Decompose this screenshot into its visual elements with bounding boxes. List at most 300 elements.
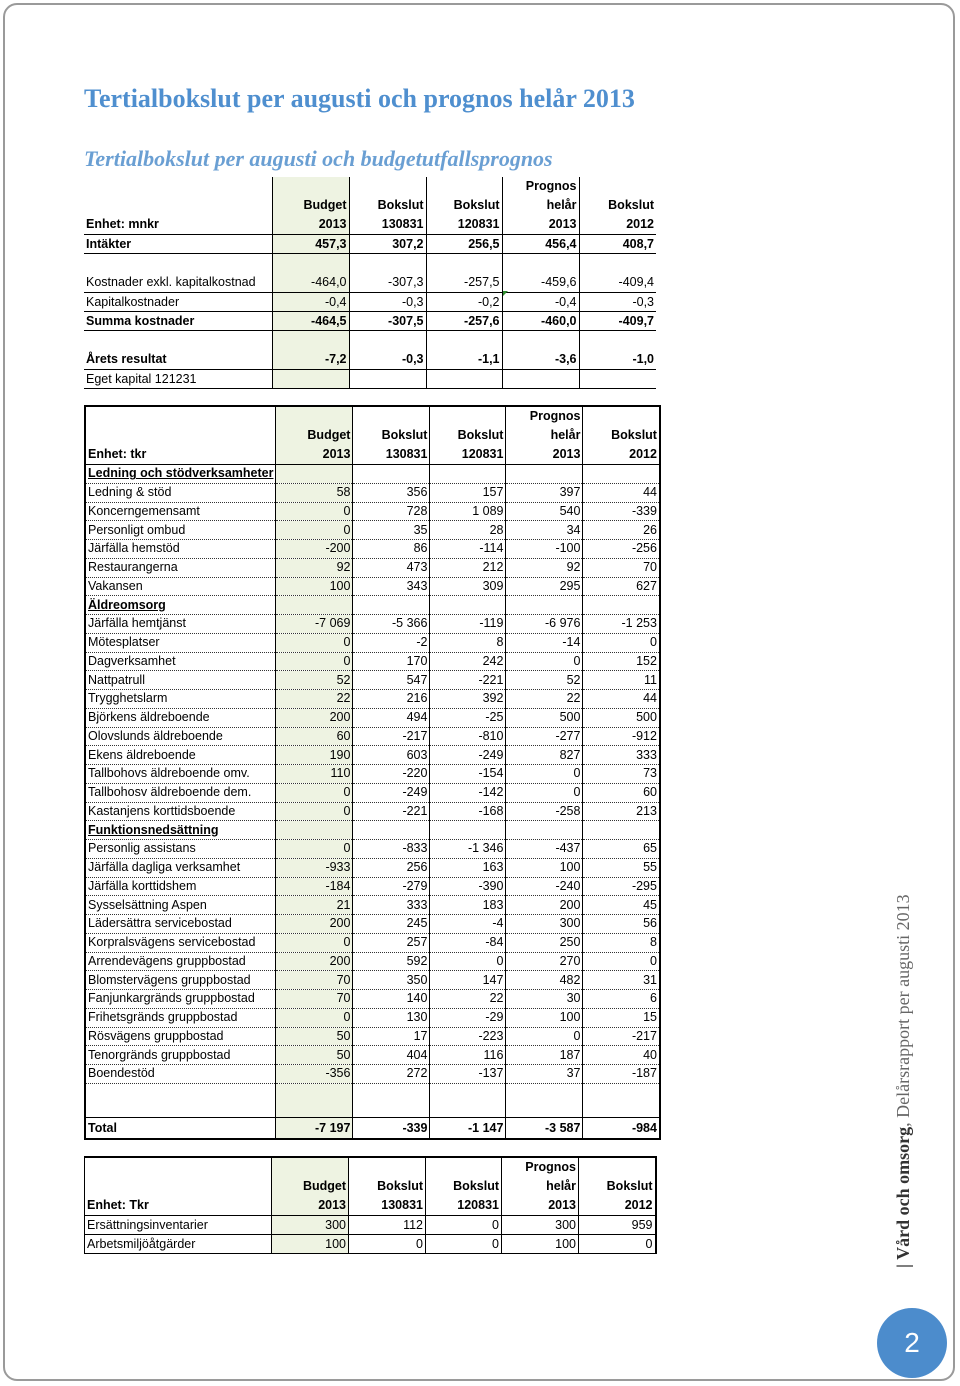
cell-value: 295 bbox=[506, 577, 583, 596]
spacer-row bbox=[85, 1083, 660, 1117]
column-header-line2: Bokslut bbox=[381, 428, 428, 442]
column-header-line3: 2013 bbox=[548, 1198, 576, 1212]
cell-value: -84 bbox=[430, 933, 506, 952]
table-row bbox=[85, 1008, 660, 1027]
cell-value: -984 bbox=[583, 1117, 660, 1139]
spacer-cell bbox=[353, 1083, 430, 1117]
cell-value: -221 bbox=[353, 802, 430, 821]
cell-value: 0 bbox=[276, 652, 353, 671]
row-label: Järfälla hemtjänst bbox=[85, 615, 276, 634]
table-row bbox=[85, 1117, 660, 1139]
column-header bbox=[276, 406, 353, 465]
row-label: Tallbohosv äldreboende dem. bbox=[85, 783, 276, 802]
row-label: Ekens äldreboende bbox=[85, 746, 276, 765]
cell-value: -217 bbox=[583, 1027, 660, 1046]
row-label: Sysselsättning Aspen bbox=[85, 896, 276, 915]
cell-value: 58 bbox=[276, 483, 353, 502]
cell-value: 30 bbox=[506, 990, 583, 1009]
investment-table-tkr bbox=[84, 1156, 657, 1254]
column-header-line3: 130831 bbox=[381, 1198, 423, 1212]
cell-value: -256 bbox=[583, 540, 660, 559]
cell-value: -7 197 bbox=[276, 1117, 353, 1139]
table-row bbox=[85, 802, 660, 821]
row-label: Tallbohovs äldreboende omv. bbox=[85, 765, 276, 784]
cell-value: 50 bbox=[276, 1046, 353, 1065]
cell-value: 17 bbox=[353, 1027, 430, 1046]
cell-value: 0 bbox=[276, 840, 353, 859]
spacer-cell bbox=[583, 1083, 660, 1117]
cell-value: -0,4 bbox=[272, 293, 349, 312]
cell-value: -833 bbox=[353, 840, 430, 859]
spacer-cell bbox=[272, 331, 349, 351]
cell-value: -1,0 bbox=[579, 351, 656, 370]
cell-value: 163 bbox=[430, 858, 506, 877]
cell-value: 187 bbox=[506, 1046, 583, 1065]
cell-value: 28 bbox=[430, 521, 506, 540]
cell-value: -7 069 bbox=[276, 615, 353, 634]
cell-value: 457,3 bbox=[272, 235, 349, 254]
cell-value: 86 bbox=[353, 540, 430, 559]
cell-value: -5 366 bbox=[353, 615, 430, 634]
table-row bbox=[85, 840, 660, 859]
column-header-line2: helår bbox=[546, 198, 577, 212]
cell-value: -437 bbox=[506, 840, 583, 859]
column-header-line2: helår bbox=[550, 428, 581, 442]
cell-value: 540 bbox=[506, 502, 583, 521]
cell-value: 22 bbox=[506, 690, 583, 709]
cell-value: 15 bbox=[583, 1008, 660, 1027]
cell-value: 200 bbox=[276, 915, 353, 934]
cell-value: -4 bbox=[430, 915, 506, 934]
column-header-line1 bbox=[278, 407, 350, 426]
cell-value: 40 bbox=[583, 1046, 660, 1065]
column-header-line1 bbox=[351, 1158, 423, 1177]
spacer-cell bbox=[502, 331, 579, 351]
table-row bbox=[85, 708, 660, 727]
row-label: Nattpatrull bbox=[85, 671, 276, 690]
cell-value: -356 bbox=[276, 1065, 353, 1084]
cell-value: 0 bbox=[349, 1235, 426, 1254]
cell-value: -137 bbox=[430, 1065, 506, 1084]
table-row bbox=[84, 351, 656, 370]
spacer-cell bbox=[349, 254, 426, 274]
cell-value bbox=[272, 370, 349, 389]
cell-value: 100 bbox=[502, 1235, 579, 1254]
cell-value: 300 bbox=[502, 1216, 579, 1235]
cell-value bbox=[353, 465, 430, 484]
side-footer-text bbox=[893, 894, 914, 1268]
column-header bbox=[502, 1157, 579, 1216]
cell-value: 170 bbox=[353, 652, 430, 671]
column-header-line2: Bokslut bbox=[611, 428, 657, 442]
summary-table-mnkr bbox=[84, 177, 656, 389]
cell-value: 0 bbox=[506, 652, 583, 671]
unit-result-table-tkr bbox=[84, 405, 661, 1140]
column-header-line2: Bokslut bbox=[453, 1179, 499, 1193]
column-header bbox=[349, 1157, 426, 1216]
cell-value bbox=[583, 821, 660, 840]
cell-value: -464,0 bbox=[272, 274, 349, 293]
cell-value: 65 bbox=[583, 840, 660, 859]
cell-value: 130 bbox=[353, 1008, 430, 1027]
table-row bbox=[85, 633, 660, 652]
column-header-line2: Bokslut bbox=[453, 198, 500, 212]
cell-value: -460,0 bbox=[502, 312, 579, 331]
table-row bbox=[84, 274, 656, 293]
column-header-line1 bbox=[355, 407, 427, 426]
spacer-cell bbox=[506, 1083, 583, 1117]
cell-value: 212 bbox=[430, 558, 506, 577]
spacer-cell bbox=[426, 254, 502, 274]
cell-value: 547 bbox=[353, 671, 430, 690]
column-header-line1: Prognos bbox=[525, 179, 577, 193]
cell-value: 397 bbox=[506, 483, 583, 502]
cell-value: 45 bbox=[583, 896, 660, 915]
cell-value bbox=[579, 370, 656, 389]
row-label: Korpralsvägens servicebostad bbox=[85, 933, 276, 952]
cell-value: 92 bbox=[276, 558, 353, 577]
cell-value: -339 bbox=[353, 1117, 430, 1139]
cell-value bbox=[353, 596, 430, 615]
column-header-line2: Budget bbox=[302, 1179, 346, 1193]
table-row bbox=[84, 370, 656, 389]
cell-value: 73 bbox=[583, 765, 660, 784]
cell-value: -810 bbox=[430, 727, 506, 746]
cell-value: -6 976 bbox=[506, 615, 583, 634]
cell-value: -0,3 bbox=[579, 293, 656, 312]
table-row bbox=[85, 671, 660, 690]
spacer-cell bbox=[502, 254, 579, 274]
row-label: Olovslunds äldreboende bbox=[85, 727, 276, 746]
cell-value: 333 bbox=[353, 896, 430, 915]
cell-value: -2 bbox=[353, 633, 430, 652]
cell-value: 0 bbox=[430, 952, 506, 971]
cell-value: 0 bbox=[506, 783, 583, 802]
column-header-line2: Budget bbox=[307, 428, 351, 442]
cell-value: 0 bbox=[506, 765, 583, 784]
cell-value: -3,6 bbox=[502, 351, 579, 370]
cell-value: 0 bbox=[276, 802, 353, 821]
cell-value: 333 bbox=[583, 746, 660, 765]
column-header bbox=[506, 406, 583, 465]
cell-value: -279 bbox=[353, 877, 430, 896]
cell-value: -240 bbox=[506, 877, 583, 896]
column-header bbox=[583, 406, 660, 465]
cell-value: -464,5 bbox=[272, 312, 349, 331]
row-label: Eget kapital 121231 bbox=[84, 370, 272, 389]
unit-label: Enhet: tkr bbox=[85, 406, 276, 465]
cell-value: 22 bbox=[430, 990, 506, 1009]
column-header-line3: 2013 bbox=[552, 447, 581, 461]
cell-value: -258 bbox=[506, 802, 583, 821]
cell-value bbox=[430, 596, 506, 615]
column-header-line3: 120831 bbox=[461, 447, 504, 461]
cell-value: -459,6 bbox=[502, 274, 579, 293]
row-label: Summa kostnader bbox=[84, 312, 272, 331]
column-header-line2: Budget bbox=[303, 198, 347, 212]
cell-value: -114 bbox=[430, 540, 506, 559]
table-row bbox=[84, 235, 656, 254]
cell-value: 272 bbox=[353, 1065, 430, 1084]
table-row bbox=[85, 465, 660, 484]
cell-value: 0 bbox=[426, 1216, 502, 1235]
column-header bbox=[502, 177, 579, 235]
cell-value: 60 bbox=[276, 727, 353, 746]
spacer-cell bbox=[579, 331, 656, 351]
spacer-cell bbox=[426, 331, 502, 351]
cell-value: 307,2 bbox=[349, 235, 426, 254]
cell-value: 34 bbox=[506, 521, 583, 540]
cell-value bbox=[583, 465, 660, 484]
cell-value: -119 bbox=[430, 615, 506, 634]
row-label: Intäkter bbox=[84, 235, 272, 254]
cell-value: -933 bbox=[276, 858, 353, 877]
column-header-line3: 2013 bbox=[318, 217, 347, 231]
cell-value: 300 bbox=[272, 1216, 349, 1235]
section-heading: Ledning och stödverksamheter bbox=[85, 465, 276, 484]
section-heading: Funktionsnedsättning bbox=[85, 821, 276, 840]
cell-value: 500 bbox=[583, 708, 660, 727]
cell-value: 70 bbox=[583, 558, 660, 577]
column-header-line2: Bokslut bbox=[606, 1179, 653, 1193]
cell-value: -142 bbox=[430, 783, 506, 802]
row-label: Ersättningsinventarier bbox=[85, 1216, 272, 1235]
row-label: Frihetsgränds gruppbostad bbox=[85, 1008, 276, 1027]
row-label: Björkens äldreboende bbox=[85, 708, 276, 727]
cell-value: -339 bbox=[583, 502, 660, 521]
row-label: Koncerngemensamt bbox=[85, 502, 276, 521]
cell-value: -221 bbox=[430, 671, 506, 690]
cell-value: 0 bbox=[583, 633, 660, 652]
cell-value bbox=[506, 821, 583, 840]
cell-value: 70 bbox=[276, 971, 353, 990]
cell-value: 257 bbox=[353, 933, 430, 952]
cell-value: 256,5 bbox=[426, 235, 502, 254]
cell-value bbox=[430, 821, 506, 840]
table-row bbox=[85, 690, 660, 709]
cell-value: -390 bbox=[430, 877, 506, 896]
cell-value: -0,3 bbox=[349, 293, 426, 312]
row-label: Järfälla dagliga verksamhet bbox=[85, 858, 276, 877]
table-header-row bbox=[85, 406, 660, 465]
row-label: Ledning & stöd bbox=[85, 483, 276, 502]
column-header-line3: 130831 bbox=[381, 217, 424, 231]
column-header-line1 bbox=[429, 177, 500, 196]
cell-value: 592 bbox=[353, 952, 430, 971]
spacer-cell bbox=[349, 331, 426, 351]
table-row bbox=[85, 971, 660, 990]
row-label: Vakansen bbox=[85, 577, 276, 596]
cell-value bbox=[276, 596, 353, 615]
table-row bbox=[84, 312, 656, 331]
cell-value: -217 bbox=[353, 727, 430, 746]
cell-value bbox=[349, 370, 426, 389]
cell-value: 0 bbox=[276, 502, 353, 521]
cell-value: 404 bbox=[353, 1046, 430, 1065]
section-subtitle: Tertialbokslut per augusti och budgetutfallsprognos bbox=[84, 146, 553, 171]
cell-value: 6 bbox=[583, 990, 660, 1009]
row-label: Restaurangerna bbox=[85, 558, 276, 577]
cell-value: 0 bbox=[276, 783, 353, 802]
cell-value: 494 bbox=[353, 708, 430, 727]
cell-value: 0 bbox=[506, 1027, 583, 1046]
column-header bbox=[272, 1157, 349, 1216]
column-header-line3: 120831 bbox=[457, 1198, 499, 1212]
spacer-cell bbox=[85, 1083, 276, 1117]
cell-value: 11 bbox=[583, 671, 660, 690]
cell-value: 116 bbox=[430, 1046, 506, 1065]
column-header-line3: 2013 bbox=[548, 217, 577, 231]
cell-value: 250 bbox=[506, 933, 583, 952]
cell-value: 392 bbox=[430, 690, 506, 709]
table-row bbox=[85, 596, 660, 615]
cell-value: 408,7 bbox=[579, 235, 656, 254]
cell-value: 100 bbox=[506, 858, 583, 877]
row-label: Dagverksamhet bbox=[85, 652, 276, 671]
row-label: Arrendevägens gruppbostad bbox=[85, 952, 276, 971]
cell-value: 70 bbox=[276, 990, 353, 1009]
table-row bbox=[85, 952, 660, 971]
column-header bbox=[353, 406, 430, 465]
row-label: Trygghetslarm bbox=[85, 690, 276, 709]
cell-value: 270 bbox=[506, 952, 583, 971]
spacer-cell bbox=[276, 1083, 353, 1117]
table-row bbox=[85, 990, 660, 1009]
row-label: Järfälla korttidshem bbox=[85, 877, 276, 896]
column-header bbox=[349, 177, 426, 235]
cell-value: 603 bbox=[353, 746, 430, 765]
side-footer-department: | Vård och omsorg bbox=[893, 1126, 913, 1268]
table-row bbox=[85, 1027, 660, 1046]
row-label: Lädersättra servicebostad bbox=[85, 915, 276, 934]
cell-value: 35 bbox=[353, 521, 430, 540]
row-label: Mötesplatser bbox=[85, 633, 276, 652]
cell-value: 200 bbox=[276, 708, 353, 727]
column-header bbox=[430, 406, 506, 465]
column-header-line1 bbox=[581, 1158, 653, 1177]
table-header-row bbox=[85, 1157, 656, 1216]
column-header bbox=[426, 177, 502, 235]
cell-value: 44 bbox=[583, 483, 660, 502]
cell-value: 55 bbox=[583, 858, 660, 877]
cell-value: -7,2 bbox=[272, 351, 349, 370]
cell-value: -14 bbox=[506, 633, 583, 652]
cell-value: 500 bbox=[506, 708, 583, 727]
column-header-line1: Prognos bbox=[525, 1160, 576, 1174]
cell-value: 157 bbox=[430, 483, 506, 502]
table-row bbox=[85, 765, 660, 784]
cell-value: 356 bbox=[353, 483, 430, 502]
cell-value: 44 bbox=[583, 690, 660, 709]
cell-value bbox=[506, 465, 583, 484]
cell-value: -187 bbox=[583, 1065, 660, 1084]
cell-value: -409,7 bbox=[579, 312, 656, 331]
cell-value: 627 bbox=[583, 577, 660, 596]
column-header-line3: 2012 bbox=[626, 217, 654, 231]
cell-value: -100 bbox=[506, 540, 583, 559]
spacer-cell bbox=[430, 1083, 506, 1117]
cell-value: 112 bbox=[349, 1216, 426, 1235]
cell-value: -29 bbox=[430, 1008, 506, 1027]
cell-value: 0 bbox=[276, 1008, 353, 1027]
cell-value: -1,1 bbox=[426, 351, 502, 370]
row-label: Rösvägens gruppbostad bbox=[85, 1027, 276, 1046]
column-header-line1 bbox=[585, 407, 657, 426]
cell-value: -200 bbox=[276, 540, 353, 559]
column-header-line1 bbox=[582, 177, 655, 196]
cell-value: 827 bbox=[506, 746, 583, 765]
row-label: Kapitalkostnader bbox=[84, 293, 272, 312]
cell-value: 0 bbox=[579, 1235, 656, 1254]
cell-value: 300 bbox=[506, 915, 583, 934]
row-label: Personligt ombud bbox=[85, 521, 276, 540]
column-header-line1 bbox=[432, 407, 503, 426]
unit-label: Enhet: Tkr bbox=[85, 1157, 272, 1216]
column-header-line1 bbox=[274, 1158, 346, 1177]
cell-value: -249 bbox=[353, 783, 430, 802]
cell-value: 343 bbox=[353, 577, 430, 596]
spacer-row bbox=[84, 331, 656, 351]
cell-value: -912 bbox=[583, 727, 660, 746]
cell-value: 0 bbox=[276, 521, 353, 540]
row-label: Kostnader exkl. kapitalkostnad bbox=[84, 274, 272, 293]
table-row bbox=[85, 821, 660, 840]
cell-value: 183 bbox=[430, 896, 506, 915]
table-row bbox=[85, 783, 660, 802]
table-row bbox=[85, 558, 660, 577]
cell-value: -0,3 bbox=[349, 351, 426, 370]
page-title: Tertialbokslut per augusti och prognos helår 2013 bbox=[84, 84, 635, 113]
side-footer-report: , Delårsrapport per augusti 2013 bbox=[893, 894, 913, 1127]
column-header-line1: Prognos bbox=[529, 409, 581, 423]
cell-value: 8 bbox=[583, 933, 660, 952]
cell-value: -295 bbox=[583, 877, 660, 896]
table-row bbox=[85, 1216, 656, 1235]
cell-value: 200 bbox=[276, 952, 353, 971]
table-row bbox=[85, 746, 660, 765]
cell-value bbox=[502, 370, 579, 389]
cell-value: -257,6 bbox=[426, 312, 502, 331]
column-header bbox=[579, 1157, 656, 1216]
cell-value: 0 bbox=[276, 933, 353, 952]
cell-value bbox=[276, 465, 353, 484]
row-label: Kastanjens korttidsboende bbox=[85, 802, 276, 821]
table-row bbox=[85, 896, 660, 915]
spacer-cell bbox=[579, 254, 656, 274]
cell-value: -277 bbox=[506, 727, 583, 746]
column-header-line1 bbox=[275, 177, 347, 196]
cell-value: -3 587 bbox=[506, 1117, 583, 1139]
table-row bbox=[85, 577, 660, 596]
cell-value: -154 bbox=[430, 765, 506, 784]
table-row bbox=[84, 293, 656, 312]
column-header-line3: 2013 bbox=[322, 447, 351, 461]
cell-value: 50 bbox=[276, 1027, 353, 1046]
table-row bbox=[85, 615, 660, 634]
cell-value: 242 bbox=[430, 652, 506, 671]
table-row bbox=[85, 858, 660, 877]
row-label: Fanjunkargränds gruppbostad bbox=[85, 990, 276, 1009]
column-header-line2: Bokslut bbox=[377, 198, 424, 212]
cell-value: 100 bbox=[272, 1235, 349, 1254]
cell-value: 92 bbox=[506, 558, 583, 577]
cell-value bbox=[276, 821, 353, 840]
table-row bbox=[85, 1065, 660, 1084]
unit-label: Enhet: mnkr bbox=[84, 177, 272, 235]
row-label: Arbetsmiljöåtgärder bbox=[85, 1235, 272, 1254]
spacer-cell bbox=[84, 254, 272, 274]
cell-value: 52 bbox=[276, 671, 353, 690]
